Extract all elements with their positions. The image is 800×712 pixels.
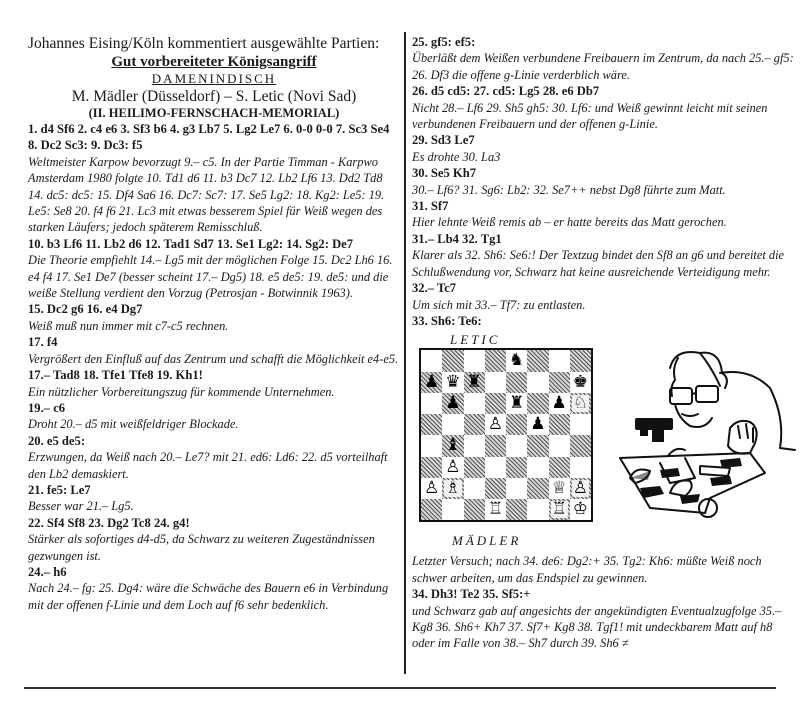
white-bishop-icon: ♗: [445, 477, 461, 498]
white-pawn-icon: ♙: [445, 456, 461, 477]
board-square-e2: [506, 478, 527, 499]
board-square-c1: [464, 499, 485, 520]
white-pawn-icon: ♙: [424, 477, 440, 498]
move-line: 32.– Tc7: [412, 281, 457, 296]
white-king-icon: ♔: [572, 499, 588, 520]
left-body: [28, 121, 400, 613]
board-square-g4: [549, 435, 570, 456]
opening-name: DAMENINDISCH: [151, 71, 277, 86]
board-square-e3: [506, 457, 527, 478]
move-line: 33. Sh6: Te6:: [412, 313, 482, 328]
board-square-f6: [527, 393, 548, 414]
board-square-h5: [570, 414, 591, 435]
black-pawn-icon: ♟: [445, 392, 461, 413]
board-square-b7: [442, 372, 463, 393]
black-player-label: LETIC: [450, 332, 501, 348]
annotation-note: Letzter Versuch; nach 34. de6: Dg2:+ 35. Tg2: Kh6: müßte Weiß noch schwer arbeiten, um das Endspiel zu gewinnen.: [412, 554, 762, 585]
board-square-f8: [527, 350, 548, 371]
board-square-f1: [527, 499, 548, 520]
left-column: [28, 34, 400, 613]
black-rook-icon: ♜: [509, 392, 525, 413]
board-square-a6: [421, 393, 442, 414]
annotation-note: Die Theorie empfiehlt 14.– Lg5 mit der möglichen Folge 15. Dc2 Lh6 16. e4 f4 17. Se1 De7 (besser scheint 17.– Dg5) 18. e5 de5: 19. de5: und die weiße Stellung verdient den Vorzug (Petrosjan - Botwinnik 1963).: [28, 253, 393, 301]
annotation-note: Nicht 28.– Lf6 29. Sh5 gh5: 30. Lf6: und Weiß gewinnt leicht mit seinen verbundenen Freibauern und der offenen g-Linie.: [412, 100, 768, 132]
board-square-d4: [485, 435, 506, 456]
right-body-bottom: [412, 553, 796, 651]
board-square-a7: [421, 372, 442, 393]
article-header: [28, 54, 400, 121]
board-square-h8: [570, 350, 591, 371]
move-line: 34. Dh3! Te2 35. Sf5:+: [412, 587, 531, 602]
board-square-a5: [421, 414, 442, 435]
board-square-f4: [527, 435, 548, 456]
diagram-area: [412, 333, 796, 553]
board-square-f3: [527, 457, 548, 478]
black-knight-icon: ♞: [509, 350, 525, 371]
board-square-b3: [442, 457, 463, 478]
board-square-f7: [527, 372, 548, 393]
black-bishop-icon: ♝: [445, 435, 461, 456]
annotation-note: Um sich mit 33.– Tf7: zu entlasten.: [412, 297, 586, 312]
annotation-note: Droht 20.– d5 mit weißfeldriger Blockade.: [28, 417, 239, 432]
board-square-g6: [549, 393, 570, 414]
board-square-c2: [464, 478, 485, 499]
annotation-note: und Schwarz gab auf angesichts der angekündigten Eventualzugfolge 35.– Kg8 36. Sh6+ Kh7 37. Sf7+ Kg8 38. Tgf1! mit undeckbarem Matt auf h8 oder im Falle von 38.– Sh7 durch 39. Sh6 ≠: [412, 603, 782, 651]
board-square-g8: [549, 350, 570, 371]
black-pawn-icon: ♟: [424, 371, 440, 392]
board-square-h7: [570, 372, 591, 393]
annotation-note: Weltmeister Karpow bevorzugt 9.– c5. In der Partie Timman - Karpwo Amsterdam 1980 folgte 10. Td1 d6 11. b3 Dc7 12. Lb2 Lf6 13. Dd2 Td8 14. dc5: dc5: 15. Df4 Sa6 16. Dc7: Sc7: 17. Se5 Lg2: 18. Kg2: Le5: 19. Le5: Se8 20. f4 f6 21. Lc3 mit etwas besserem Spiel für Weiß wegen des starken Läufers; jedoch späterem Remisschluß.: [28, 154, 385, 235]
article-title: Gut vorbereiteter Königsangriff: [111, 54, 317, 70]
board-square-g7: [549, 372, 570, 393]
white-queen-icon: ♕: [551, 477, 567, 498]
move-line: 24.– h6: [28, 564, 67, 579]
move-line: 21. fe5: Le7: [28, 482, 91, 497]
annotation-note: Nach 24.– fg: 25. Dg4: wäre die Schwäche des Bauern e6 in Verbindung mit der offenen f-Linie und dem Loch auf f6 sehr bedenklich.: [28, 581, 389, 612]
board-square-f5: [527, 414, 548, 435]
black-queen-icon: ♛: [445, 371, 461, 392]
annotation-note: 30.– Lf6? 31. Sg6: Lb2: 32. Se7++ nebst Dg8 führte zum Matt.: [412, 182, 726, 197]
white-rook-icon: ♖: [487, 499, 503, 520]
board-square-a8: [421, 350, 442, 371]
board-square-e1: [506, 499, 527, 520]
annotation-note: Es drohte 30. La3: [412, 149, 501, 164]
board-square-d7: [485, 372, 506, 393]
board-square-c7: [464, 372, 485, 393]
board-square-d1: [485, 499, 506, 520]
board-square-b2: [442, 478, 463, 499]
cartoon-chess-player-icon: [600, 338, 800, 538]
annotation-note: Besser war 21.– Lg5.: [28, 499, 134, 514]
board-square-e5: [506, 414, 527, 435]
move-line: 29. Sd3 Le7: [412, 133, 475, 148]
move-line: 20. e5 de5:: [28, 433, 86, 448]
board-square-a1: [421, 499, 442, 520]
move-line: 25. gf5: ef5:: [412, 35, 476, 49]
right-column: [412, 34, 796, 652]
chess-board: [419, 348, 593, 522]
board-square-g1: [549, 499, 570, 520]
board-square-c6: [464, 393, 485, 414]
board-square-c4: [464, 435, 485, 456]
board-square-a3: [421, 457, 442, 478]
white-rook-icon: ♖: [551, 499, 567, 520]
board-square-h2: [570, 478, 591, 499]
board-square-d6: [485, 393, 506, 414]
board-square-d8: [485, 350, 506, 371]
white-knight-icon: ♘: [572, 392, 588, 413]
board-square-h3: [570, 457, 591, 478]
board-square-b5: [442, 414, 463, 435]
annotation-note: Ein nützlicher Vorbereitungszug für kommende Unternehmen.: [28, 384, 335, 399]
white-pawn-icon: ♙: [572, 477, 588, 498]
white-player-label: MÄDLER: [452, 533, 522, 549]
board-square-b8: [442, 350, 463, 371]
board-square-c8: [464, 350, 485, 371]
board-square-e6: [506, 393, 527, 414]
move-line: 31.– Lb4 32. Tg1: [412, 231, 502, 246]
move-line: 22. Sf4 Sf8 23. Dg2 Tc8 24. g4!: [28, 515, 190, 530]
board-square-g2: [549, 478, 570, 499]
annotation-note: Weiß muß nun immer mit c7-c5 rechnen.: [28, 318, 229, 333]
move-line: 31. Sf7: [412, 199, 449, 214]
board-square-h4: [570, 435, 591, 456]
board-square-a2: [421, 478, 442, 499]
board-square-c3: [464, 457, 485, 478]
black-rook-icon: ♜: [466, 371, 482, 392]
annotation-note: Vergrößert den Einfluß auf das Zentrum und schafft die Möglichkeit e4-e5.: [28, 351, 399, 366]
move-line: 30. Se5 Kh7: [412, 166, 477, 181]
board-square-h1: [570, 499, 591, 520]
board-square-b6: [442, 393, 463, 414]
board-square-g5: [549, 414, 570, 435]
annotation-note: Stärker als sofortiges d4-d5, da Schwarz zu weiteren Zugeständnissen gezwungen ist.: [28, 532, 375, 563]
move-line: 17.– Tad8 18. Tfe1 Tfe8 19. Kh1!: [28, 368, 203, 383]
black-pawn-icon: ♟: [551, 392, 567, 413]
board-square-b4: [442, 435, 463, 456]
board-square-a4: [421, 435, 442, 456]
annotation-note: Hier lehnte Weiß remis ab – er hatte bereits das Matt gerochen.: [412, 215, 727, 230]
column-divider: [404, 32, 406, 674]
players: M. Mädler (Düsseldorf) – S. Letic (Novi Sad): [71, 88, 357, 105]
board-square-f2: [527, 478, 548, 499]
board-square-c5: [464, 414, 485, 435]
board-square-d3: [485, 457, 506, 478]
move-line: 10. b3 Lf6 11. Lb2 d6 12. Tad1 Sd7 13. Se1 Lg2: 14. Sg2: De7: [28, 236, 354, 251]
move-line: 26. d5 cd5: 27. cd5: Lg5 28. e6 Db7: [412, 84, 600, 99]
annotation-note: Überläßt dem Weißen verbundene Freibauern im Zentrum, da nach 25.– gf5: 26. Df3 die offene g-Linie verderblich wäre.: [412, 51, 794, 82]
annotation-note: Klarer als 32. Sh6: Se6:! Der Textzug bindet den Sf8 an g6 und bereitet die Schlußwendung vor, Schwarz hat keine ausreichende Verteidigung mehr.: [412, 248, 785, 279]
board-square-g3: [549, 457, 570, 478]
intro-text: Johannes Eising/Köln kommentiert ausgewählte Partien:: [28, 35, 380, 52]
black-pawn-icon: ♟: [530, 414, 546, 435]
board-square-e8: [506, 350, 527, 371]
board-square-d5: [485, 414, 506, 435]
white-pawn-icon: ♙: [487, 414, 503, 435]
move-line: 15. Dc2 g6 16. e4 Dg7: [28, 302, 143, 317]
board-square-e4: [506, 435, 527, 456]
board-square-e7: [506, 372, 527, 393]
move-line: 1. d4 Sf6 2. c4 e6 3. Sf3 b6 4. g3 Lb7 5. Lg2 Le7 6. 0-0 0-0 7. Sc3 Se4 8. Dc2 Sc3: 9. Dc3: f5: [28, 122, 390, 153]
move-line: 17. f4: [28, 335, 58, 350]
bottom-rule: [24, 687, 776, 689]
board-square-b1: [442, 499, 463, 520]
move-line: 19.– c6: [28, 400, 66, 415]
event-name: (II. HEILIMO-FERNSCHACH-MEMORIAL): [88, 106, 340, 120]
board-square-h6: [570, 393, 591, 414]
annotation-note: Erzwungen, da Weiß nach 20.– Le7? mit 21. ed6: Ld6: 22. d5 vorteilhaft den Lb2 demaskiert.: [28, 450, 388, 481]
right-body-top: [412, 34, 796, 329]
black-king-icon: ♚: [572, 371, 588, 392]
board-square-d2: [485, 478, 506, 499]
